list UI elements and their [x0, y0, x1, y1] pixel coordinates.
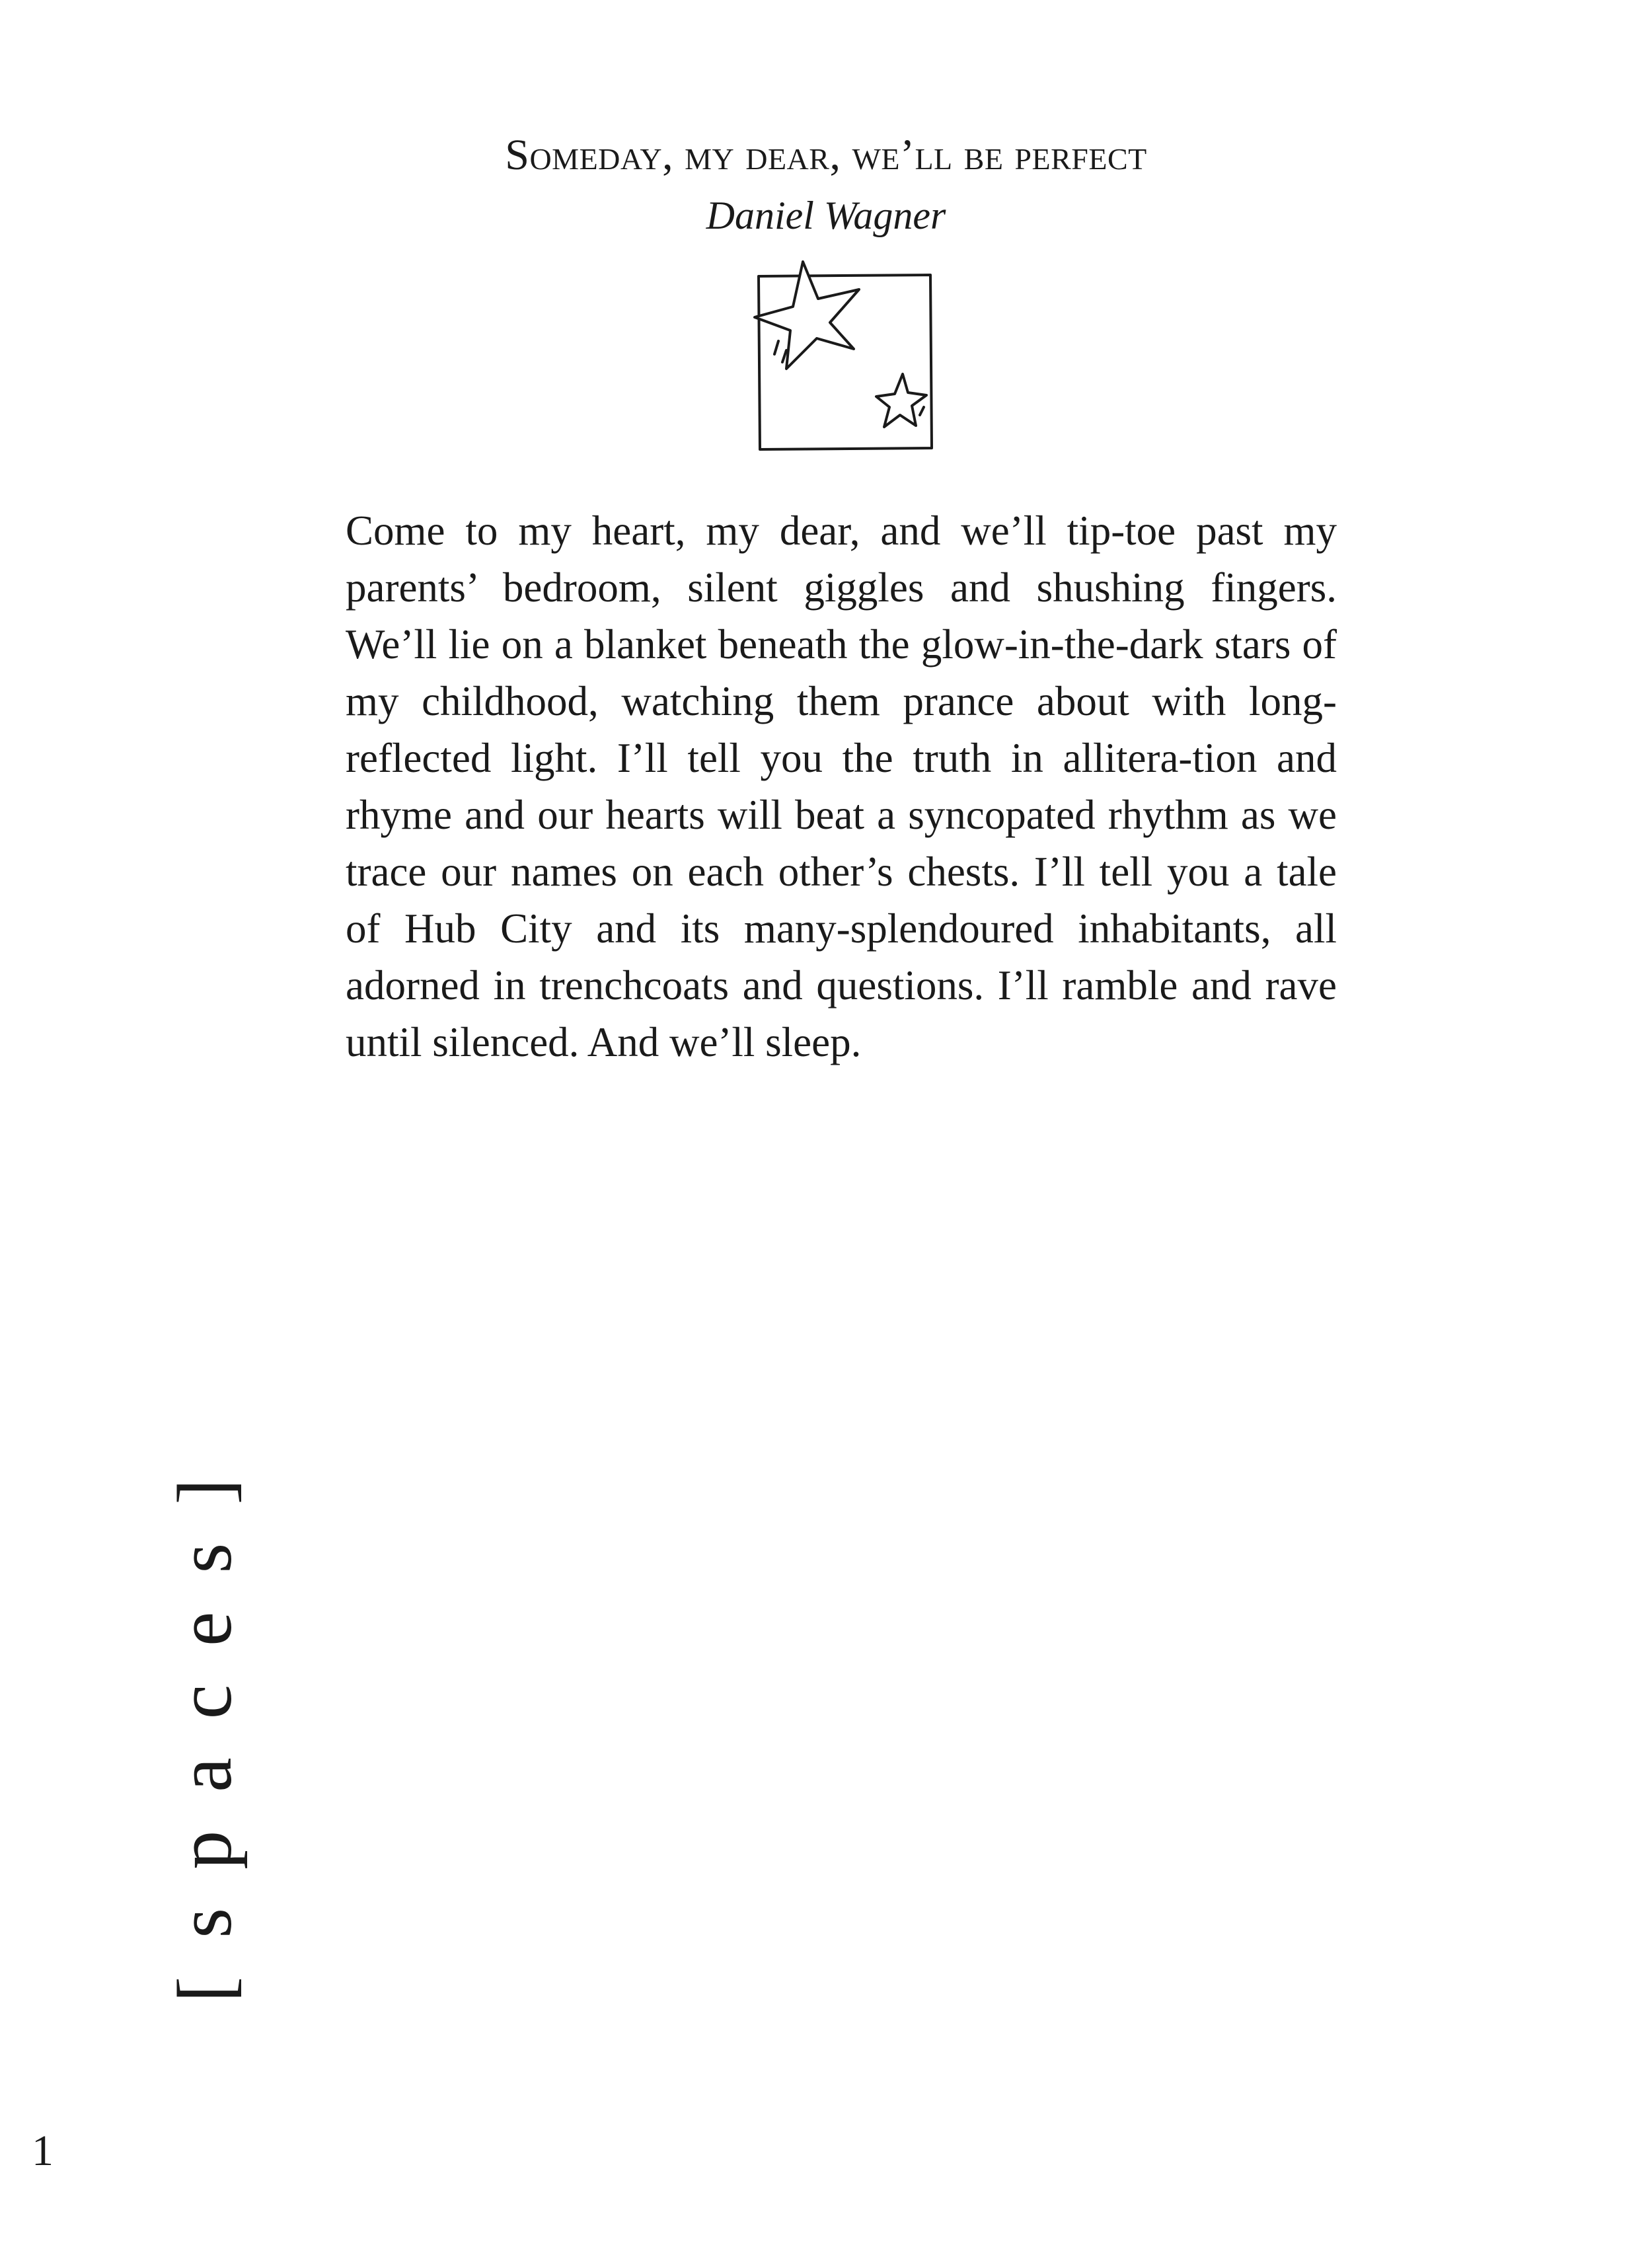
page-number: 1 [32, 2127, 54, 2175]
poem-body: Come to my heart, my dear, and we’ll tip-toe past my parents’ bedroom, silent giggles and shushing fingers. We’ll lie on a blanket beneath the glow-in-the-dark stars of my childhood, watching them prance about with long-reflected light. I’ll tell you the truth in allitera-tion and rhyme and our hearts will beat a syncopated rhythm as we trace our names on each other’s chests. I’ll tell you a tale of Hub City and its many-splendoured inhabitants, all adorned in trenchcoats and questions. I’ll ramble and rave until silenced. And we’ll sleep. [346, 508, 1337, 1065]
journal-name-vertical: [spaces] [161, 1440, 248, 2002]
poem-title: Someday, my dear, we’ll be perfect [505, 131, 1147, 179]
poem-author: Daniel Wagner [706, 194, 946, 237]
two-stars-in-square-icon [747, 256, 938, 455]
